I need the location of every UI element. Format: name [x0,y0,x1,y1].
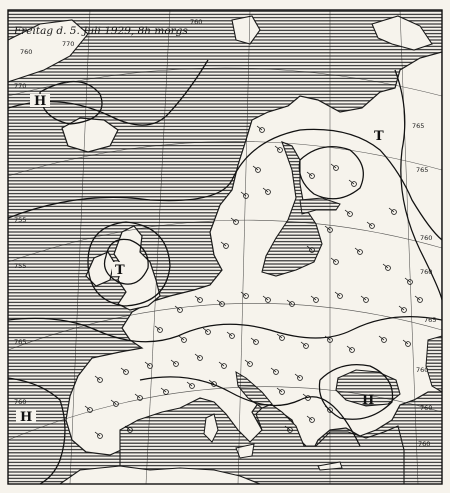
low-britain: T [115,263,125,278]
isobar-label: 755 [14,216,27,224]
isobar-label: 760 [190,18,203,26]
isobar-label: 765 [424,316,437,324]
isobar-label: 765 [412,122,425,130]
high-atlantic-south: H [20,410,33,425]
isobar-label: 760 [420,268,433,276]
isobar-label: 760 [420,404,433,412]
isobar-label: 760 [418,440,431,448]
high-russia-south: H [362,393,375,408]
isobar-label: 765 [14,338,27,346]
isobar-label: 760 [420,234,433,242]
map-title: Freitag d. 5. Juli 1929, 8h morgs [14,25,188,37]
isobar-label: 760 [20,48,33,56]
low-russia-north: T [374,129,384,144]
isobar-label: 770 [62,40,75,48]
isobar-label: 760 [416,366,429,374]
isobar-label: 760 [14,398,27,406]
high-atlantic-north: H [34,94,47,109]
isobar-label: 765 [416,166,429,174]
isobar-label: 770 [14,82,27,90]
isobar-label: 755 [14,262,27,270]
